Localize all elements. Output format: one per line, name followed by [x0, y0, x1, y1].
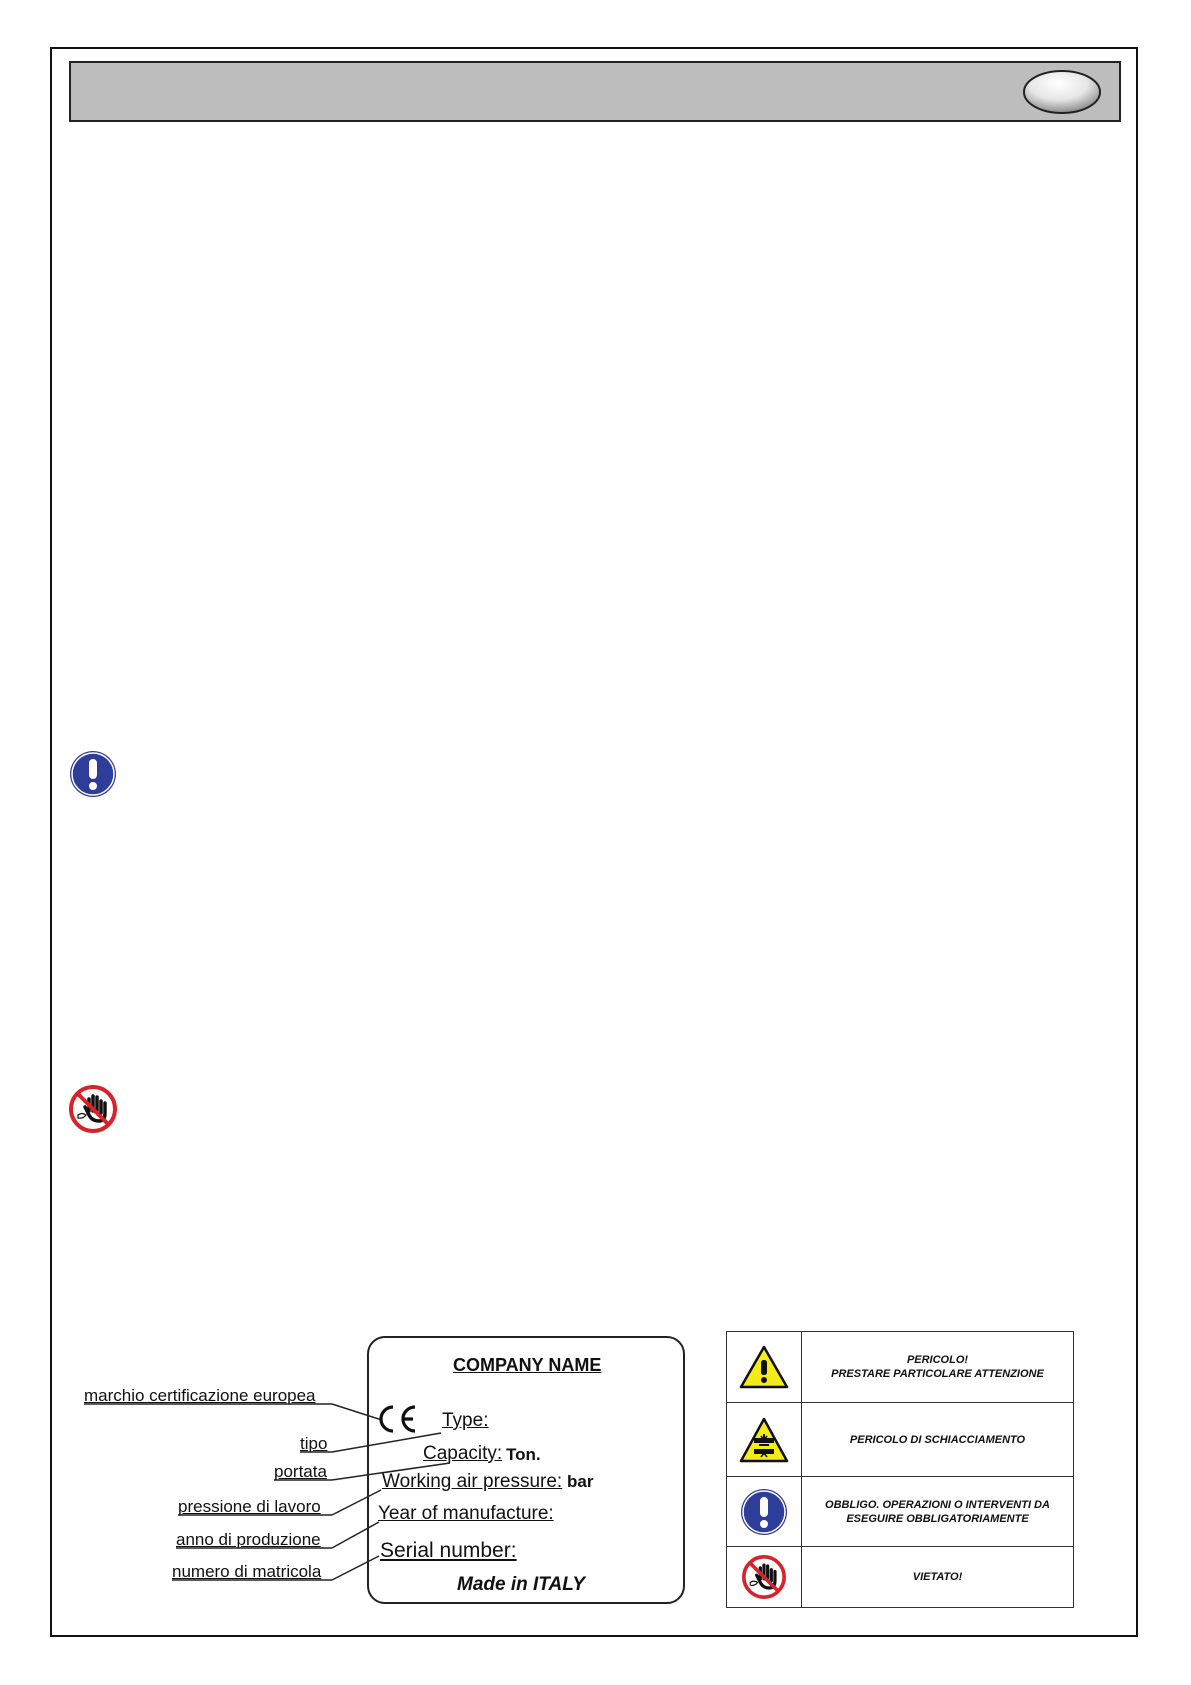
legend-row [727, 1402, 1073, 1476]
nameplate [367, 1336, 685, 1604]
legend-text: VIETATO! [912, 1571, 963, 1583]
pressure-unit: bar [567, 1472, 594, 1491]
capacity-field-label: Capacity: [423, 1443, 503, 1464]
callout-capacity-label: portata [274, 1462, 327, 1481]
oval-badge-icon [1022, 69, 1102, 115]
header-bar [69, 61, 1121, 122]
callout-year-label: anno di produzione [176, 1530, 321, 1549]
prohibited-hand-icon [742, 1555, 786, 1599]
warning-exclamation-icon [738, 1344, 790, 1390]
legend-row [727, 1332, 1073, 1402]
mandatory-action-icon [740, 1488, 788, 1536]
ce-mark-icon [375, 1403, 419, 1435]
callout-serial-label: numero di matricola [172, 1562, 322, 1581]
safety-symbols-legend [726, 1331, 1074, 1608]
legend-text: OBBLIGO. OPERAZIONI O INTERVENTI DA ESEGUIRE OBBLIGATORIAMENTE [825, 1498, 1050, 1525]
serial-field-label: Serial number: [380, 1539, 517, 1562]
ce-mark [375, 1403, 419, 1443]
legend-text: PERICOLO DI SCHIACCIAMENTO [849, 1433, 1026, 1446]
prohibited-hand-icon [69, 1085, 117, 1133]
pressure-field-label: Working air pressure: [382, 1471, 563, 1492]
callout-type-label: tipo [300, 1434, 328, 1453]
made-in-label: Made in ITALY [457, 1574, 586, 1595]
year-field-label: Year of manufacture: [378, 1503, 554, 1524]
legend-text: PERICOLO! PRESTARE PARTICOLARE ATTENZIONE [831, 1354, 1044, 1380]
legend-row [727, 1546, 1073, 1607]
crush-hazard-icon [738, 1416, 790, 1464]
capacity-unit: Ton. [506, 1445, 541, 1464]
callout-pressure-label: pressione di lavoro [178, 1497, 321, 1516]
callout-ce-label: marchio certificazione europea [84, 1386, 316, 1405]
legend-row [727, 1476, 1073, 1546]
type-field-label: Type: [442, 1410, 489, 1431]
company-name: COMPANY NAME [453, 1355, 602, 1375]
mandatory-action-icon [69, 750, 117, 798]
